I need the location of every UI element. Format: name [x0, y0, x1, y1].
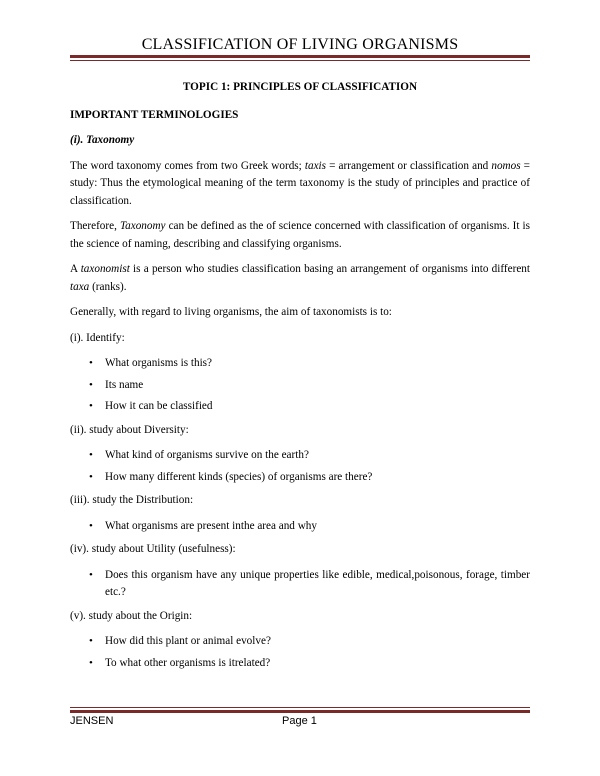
list-item: • Its name	[105, 377, 530, 395]
header-rule-thick	[70, 55, 530, 58]
term-nomos: nomos	[491, 159, 521, 172]
aim-label: (v). study about the Origin:	[70, 609, 193, 622]
aim-list	[70, 567, 530, 602]
paragraph-etymology	[70, 158, 530, 211]
aim-list	[70, 518, 530, 536]
page-number: Page 1	[282, 715, 317, 727]
header-rule-thin	[70, 60, 530, 61]
aim-label: (ii). study about Diversity:	[70, 423, 189, 436]
paragraph-definition	[70, 218, 530, 253]
footer-rule-thick	[70, 710, 530, 713]
term-taxa: taxa	[70, 280, 90, 293]
aim-list	[70, 447, 530, 486]
text: is a person who studies classification basing an arrangement of organisms into different	[129, 263, 530, 275]
list-item: • What organisms is this?	[105, 355, 530, 373]
list-item: • How it can be classified	[105, 398, 530, 416]
text: The word taxonomy comes from two Greek words;	[70, 159, 305, 172]
aim-label: (iii). study the Distribution:	[70, 494, 194, 506]
document-header-title: CLASSIFICATION OF LIVING ORGANISMS	[141, 36, 459, 53]
text: = arrangement or classification and	[326, 159, 492, 172]
footer-rule-thin	[70, 707, 530, 708]
term-taxonomist: taxonomist	[80, 263, 130, 275]
paragraph-aims-intro: Generally, with regard to living organisms, the aim of taxonomists is to:	[70, 306, 392, 318]
list-item: • Does this organism have any unique properties like edible, medical,poisonous, forage, timber etc.?	[105, 567, 530, 602]
aim-list	[70, 633, 530, 672]
page-body	[70, 79, 530, 678]
list-item: • What organisms are present inthe area and why	[105, 518, 530, 536]
paragraph-taxonomist	[70, 261, 530, 296]
aim-list	[70, 355, 530, 416]
term-taxis: taxis	[304, 159, 327, 172]
section-heading: IMPORTANT TERMINOLOGIES	[70, 108, 239, 121]
list-item: • To what other organisms is itrelated?	[105, 655, 530, 673]
text: = study: Thus the etymological meaning of the term taxonomy is the study of principles and practice of classification.	[70, 159, 530, 207]
list-item: • How many different kinds (species) of organisms are there?	[105, 469, 530, 487]
term-taxonomy: Taxonomy	[119, 220, 166, 232]
term-heading: (i). Taxonomy	[70, 134, 135, 146]
aim-label: (iv). study about Utility (usefulness):	[70, 543, 236, 555]
text: (ranks).	[89, 280, 127, 293]
list-item: • What kind of organisms survive on the earth?	[105, 447, 530, 465]
list-item: • How did this plant or animal evolve?	[105, 633, 530, 651]
text: A	[70, 263, 81, 275]
aim-label: (i). Identify:	[70, 331, 125, 344]
text: Therefore,	[70, 220, 120, 232]
text: can be defined as the of science concerned with classification of organisms. It is the science of naming, describing and classifying organisms.	[70, 220, 530, 250]
topic-title: TOPIC 1: PRINCIPLES OF CLASSIFICATION	[182, 81, 418, 93]
footer-author: JENSEN	[70, 715, 114, 727]
